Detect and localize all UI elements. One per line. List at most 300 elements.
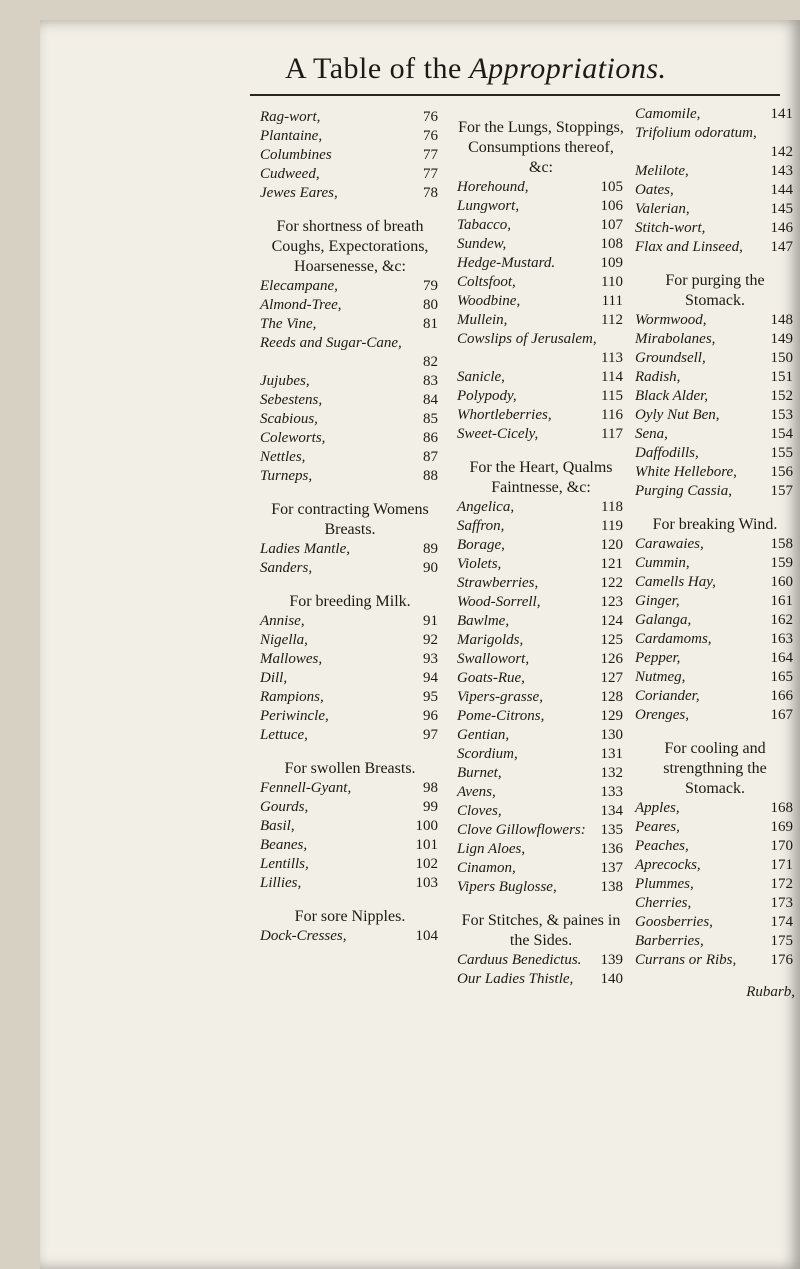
entry-page-number: 82 [423,354,438,370]
index-entry [260,334,440,372]
section-heading: For breeding Milk. [289,593,411,610]
index-entry [457,764,625,783]
entry-name: Carduus Benedictus. [457,952,582,968]
entry-name: Saffron, [457,518,505,534]
index-entry [457,707,625,726]
entry-name: Melilote, [635,163,689,179]
index-entry [260,429,440,448]
entry-page-number: 79 [423,278,438,294]
index-section [457,911,625,989]
entry-name: Violets, [457,556,502,572]
index-entry [457,631,625,650]
page-header [285,52,667,86]
index-entry [635,649,795,668]
index-entry [457,387,625,406]
entry-name: Cardamoms, [635,631,712,647]
entry-page-number: 77 [423,147,438,163]
entry-name: Pome-Citrons, [457,708,545,724]
index-entry [457,498,625,517]
index-section [635,105,795,257]
index-section [260,759,440,893]
entry-page-number: 121 [600,556,623,572]
entry-name: Valerian, [635,201,690,217]
index-entry [260,296,440,315]
index-section [260,500,440,578]
entry-name: Tabacco, [457,217,512,233]
entry-name: Angelica, [457,499,515,515]
index-entry [635,894,795,913]
entry-name: Sebestens, [260,392,323,408]
entry-name: Whortleberries, [457,407,552,423]
entry-name: Mullein, [457,312,508,328]
entry-page-number: 131 [600,746,623,762]
entry-page-number: 92 [423,632,438,648]
entry-page-number: 166 [770,688,793,704]
index-entry [260,650,440,669]
entry-page-number: 137 [600,860,623,876]
index-entry [457,612,625,631]
entry-name: Aprecocks, [635,857,701,873]
entry-name: Flax and Linseed, [635,239,743,255]
entry-name: Scordium, [457,746,518,762]
index-entry [635,856,795,875]
entry-page-number: 130 [600,727,623,743]
index-entry [457,254,625,273]
index-entry [635,162,795,181]
entry-page-number: 135 [600,822,623,838]
index-entry [260,855,440,874]
entry-name: Trifolium odoratum, [635,125,757,141]
index-entry [635,818,795,837]
header-rule [250,94,780,96]
index-entry [635,200,795,219]
section-heading: For cooling and strengthning the Stomack. [663,740,767,797]
entry-page-number: 124 [600,613,623,629]
entry-page-number: 120 [600,537,623,553]
entry-page-number: 77 [423,166,438,182]
index-entry [260,798,440,817]
entry-page-number: 88 [423,468,438,484]
entry-name: Camells Hay, [635,574,716,590]
index-entry [260,874,440,893]
index-section [635,515,795,725]
index-section [260,907,440,946]
index-entry [635,181,795,200]
index-entry [260,372,440,391]
index-entry [260,184,440,203]
index-section [260,592,440,745]
index-entry [457,292,625,311]
entry-name: Basil, [260,818,295,834]
entry-name: Sweet-Cicely, [457,426,539,442]
entry-name: Borage, [457,537,505,553]
entry-name: Peaches, [635,838,689,854]
entry-name: Currans or Ribs, [635,952,737,968]
entry-name: Rag-wort, [260,109,321,125]
entry-page-number: 89 [423,541,438,557]
entry-page-number: 134 [600,803,623,819]
entry-page-number: 172 [770,876,793,892]
entry-page-number: 106 [600,198,623,214]
entry-name: Galanga, [635,612,692,628]
entry-page-number: 118 [601,499,623,515]
index-entry [635,913,795,932]
index-entry [457,745,625,764]
entry-page-number: 153 [770,407,793,423]
entry-name: Cummin, [635,555,690,571]
entry-page-number: 139 [600,952,623,968]
index-entry [635,932,795,951]
entry-name: Gourds, [260,799,309,815]
index-entry [260,315,440,334]
index-entry [457,216,625,235]
index-entry [260,726,440,745]
index-entry [457,178,625,197]
index-entry [635,124,795,162]
entry-page-number: 145 [770,201,793,217]
entry-name: Sundew, [457,236,507,252]
entry-page-number: 170 [770,838,793,854]
entry-name: Turneps, [260,468,313,484]
entry-page-number: 110 [601,274,623,290]
entry-page-number: 157 [770,483,793,499]
index-entry [635,668,795,687]
entry-page-number: 117 [601,426,623,442]
entry-page-number: 98 [423,780,438,796]
index-entry [635,387,795,406]
entry-page-number: 76 [423,109,438,125]
entry-name: The Vine, [260,316,317,332]
entry-page-number: 96 [423,708,438,724]
entry-page-number: 144 [770,182,793,198]
index-entry [457,574,625,593]
entry-page-number: 146 [770,220,793,236]
index-entry [635,875,795,894]
index-entry [635,425,795,444]
entry-name: Horehound, [457,179,529,195]
index-entry [260,669,440,688]
entry-page-number: 105 [600,179,623,195]
index-entry [260,631,440,650]
entry-page-number: 167 [770,707,793,723]
entry-page-number: 148 [770,312,793,328]
index-entry [260,779,440,798]
entry-name: Sanicle, [457,369,505,385]
entry-page-number: 125 [600,632,623,648]
entry-page-number: 116 [601,407,623,423]
entry-page-number: 78 [423,185,438,201]
index-entry [457,330,625,368]
index-entry [635,573,795,592]
entry-page-number: 99 [423,799,438,815]
index-entry [260,448,440,467]
index-entry [457,726,625,745]
index-entry [457,783,625,802]
entry-name: Lungwort, [457,198,520,214]
entry-page-number: 84 [423,392,438,408]
index-entry [260,127,440,146]
entry-name: Black Alder, [635,388,709,404]
entry-name: Daffodills, [635,445,699,461]
entry-page-number: 165 [770,669,793,685]
entry-name: White Hellebore, [635,464,737,480]
entry-name: Clove Gillowflowers: [457,822,586,838]
index-section [635,271,795,501]
section-heading: For contracting Womens Breasts. [271,501,429,538]
entry-name: Our Ladies Thistle, [457,971,574,987]
entry-name: Goosberries, [635,914,713,930]
entry-page-number: 111 [601,293,623,309]
entry-page-number: 94 [423,670,438,686]
index-entry [457,951,625,970]
entry-name: Periwincle, [260,708,329,724]
index-section [457,118,625,444]
entry-name: Marigolds, [457,632,524,648]
entry-name: Nigella, [260,632,308,648]
index-entry [260,165,440,184]
entry-name: Coriander, [635,688,700,704]
entry-page-number: 76 [423,128,438,144]
entry-name: Strawberries, [457,575,539,591]
entry-name: Woodbine, [457,293,521,309]
index-entry [635,535,795,554]
entry-name: Gentian, [457,727,510,743]
entry-page-number: 86 [423,430,438,446]
index-entry [457,840,625,859]
index-entry [457,273,625,292]
entry-page-number: 109 [600,255,623,271]
entry-page-number: 114 [601,369,623,385]
index-entry [457,650,625,669]
index-entry [260,836,440,855]
index-entry [457,235,625,254]
index-entry [635,611,795,630]
entry-page-number: 127 [600,670,623,686]
index-entry [635,951,795,970]
entry-page-number: 142 [770,144,793,160]
entry-page-number: 97 [423,727,438,743]
index-section [260,108,440,203]
entry-page-number: 164 [770,650,793,666]
entry-page-number: 175 [770,933,793,949]
entry-page-number: 136 [600,841,623,857]
entry-name: Rampions, [260,689,324,705]
entry-name: Hedge-Mustard. [457,255,556,271]
index-entry [457,878,625,897]
entry-name: Cloves, [457,803,502,819]
index-entry [260,277,440,296]
entry-name: Ladies Mantle, [260,541,350,557]
entry-page-number: 83 [423,373,438,389]
entry-name: Polypody, [457,388,517,404]
index-entry [457,555,625,574]
index-entry [635,219,795,238]
entry-name: Burnet, [457,765,502,781]
entry-page-number: 103 [415,875,438,891]
index-entry [260,146,440,165]
entry-name: Lentills, [260,856,309,872]
index-entry [260,559,440,578]
section-heading: For swollen Breasts. [284,760,416,777]
entry-page-number: 158 [770,536,793,552]
entry-page-number: 112 [601,312,623,328]
entry-name: Carawaies, [635,536,704,552]
index-entry [260,688,440,707]
entry-page-number: 171 [770,857,793,873]
entry-page-number: 162 [770,612,793,628]
index-entry [457,311,625,330]
entry-page-number: 128 [600,689,623,705]
index-entry [260,467,440,486]
index-entry [635,368,795,387]
entry-page-number: 115 [601,388,623,404]
entry-page-number: 169 [770,819,793,835]
index-entry [635,554,795,573]
index-column-1 [260,108,440,960]
entry-page-number: 147 [770,239,793,255]
entry-page-number: 132 [600,765,623,781]
entry-name: Almond-Tree, [260,297,342,313]
entry-name: Reeds and Sugar-Cane, [260,335,402,351]
entry-name: Oyly Nut Ben, [635,407,720,423]
index-entry [457,517,625,536]
index-entry [457,802,625,821]
entry-name: Bawlme, [457,613,510,629]
index-entry [635,630,795,649]
index-entry [457,970,625,989]
entry-page-number: 107 [600,217,623,233]
entry-name: Lettuce, [260,727,308,743]
catchword: Rubarb, [746,984,795,1000]
entry-page-number: 159 [770,555,793,571]
index-entry [635,311,795,330]
entry-name: Plantaine, [260,128,323,144]
entry-page-number: 176 [770,952,793,968]
entry-page-number: 104 [415,928,438,944]
index-entry [635,592,795,611]
entry-name: Fennell-Gyant, [260,780,352,796]
entry-page-number: 95 [423,689,438,705]
index-entry [260,612,440,631]
entry-page-number: 173 [770,895,793,911]
entry-page-number: 81 [423,316,438,332]
entry-name: Sena, [635,426,668,442]
entry-page-number: 138 [600,879,623,895]
index-entry [260,410,440,429]
entry-name: Nettles, [260,449,306,465]
index-entry [457,688,625,707]
section-heading: For shortness of breath Coughs, Expectorations, Hoarsenesse, &c: [271,218,429,275]
entry-page-number: 156 [770,464,793,480]
entry-page-number: 161 [770,593,793,609]
entry-page-number: 129 [600,708,623,724]
entry-page-number: 155 [770,445,793,461]
entry-page-number: 100 [415,818,438,834]
entry-name: Stitch-wort, [635,220,706,236]
entry-page-number: 80 [423,297,438,313]
entry-page-number: 143 [770,163,793,179]
index-entry [457,593,625,612]
index-entry [457,368,625,387]
index-entry [260,927,440,946]
entry-name: Lillies, [260,875,302,891]
entry-name: Swallowort, [457,651,530,667]
entry-page-number: 174 [770,914,793,930]
entry-name: Jujubes, [260,373,310,389]
entry-page-number: 154 [770,426,793,442]
entry-name: Apples, [635,800,680,816]
entry-page-number: 122 [600,575,623,591]
entry-name: Avens, [457,784,496,800]
entry-name: Scabious, [260,411,318,427]
entry-page-number: 152 [770,388,793,404]
entry-name: Beanes, [260,837,308,853]
index-entry [635,444,795,463]
entry-page-number: 149 [770,331,793,347]
index-entry [457,821,625,840]
index-entry [260,391,440,410]
entry-name: Camomile, [635,106,701,122]
entry-name: Peares, [635,819,680,835]
index-entry [635,349,795,368]
index-entry [260,540,440,559]
entry-name: Annise, [260,613,305,629]
index-entry [260,817,440,836]
section-heading: For Stitches, & paines in the Sides. [461,912,621,949]
index-section [635,739,795,970]
index-column-2 [457,118,625,1003]
index-entry [457,197,625,216]
index-entry [635,330,795,349]
entry-name: Cowslips of Jerusalem, [457,331,597,347]
entry-name: Mirabolanes, [635,331,716,347]
entry-name: Cherries, [635,895,692,911]
entry-name: Dill, [260,670,288,686]
index-entry [635,799,795,818]
index-entry [635,687,795,706]
entry-name: Wood-Sorrell, [457,594,541,610]
entry-page-number: 160 [770,574,793,590]
entry-name: Goats-Rue, [457,670,525,686]
entry-name: Nutmeg, [635,669,686,685]
entry-page-number: 90 [423,560,438,576]
entry-page-number: 163 [770,631,793,647]
entry-name: Groundsell, [635,350,706,366]
entry-name: Coleworts, [260,430,326,446]
entry-name: Cudweed, [260,166,320,182]
section-heading: For the Heart, Qualms Faintnesse, &c: [469,459,613,496]
index-column-3 [635,105,795,1001]
entry-page-number: 119 [601,518,623,534]
index-entry [635,463,795,482]
entry-name: Oates, [635,182,674,198]
entry-name: Barberries, [635,933,704,949]
entry-name: Mallowes, [260,651,323,667]
entry-page-number: 108 [600,236,623,252]
entry-name: Cinamon, [457,860,516,876]
section-heading: For purging the Stomack. [665,272,765,309]
entry-page-number: 113 [601,350,623,366]
entry-name: Plummes, [635,876,694,892]
entry-page-number: 123 [600,594,623,610]
entry-name: Lign Aloes, [457,841,526,857]
entry-name: Orenges, [635,707,690,723]
index-section [457,458,625,897]
entry-name: Columbines [260,147,332,163]
index-entry [635,238,795,257]
entry-page-number: 102 [415,856,438,872]
index-entry [457,859,625,878]
